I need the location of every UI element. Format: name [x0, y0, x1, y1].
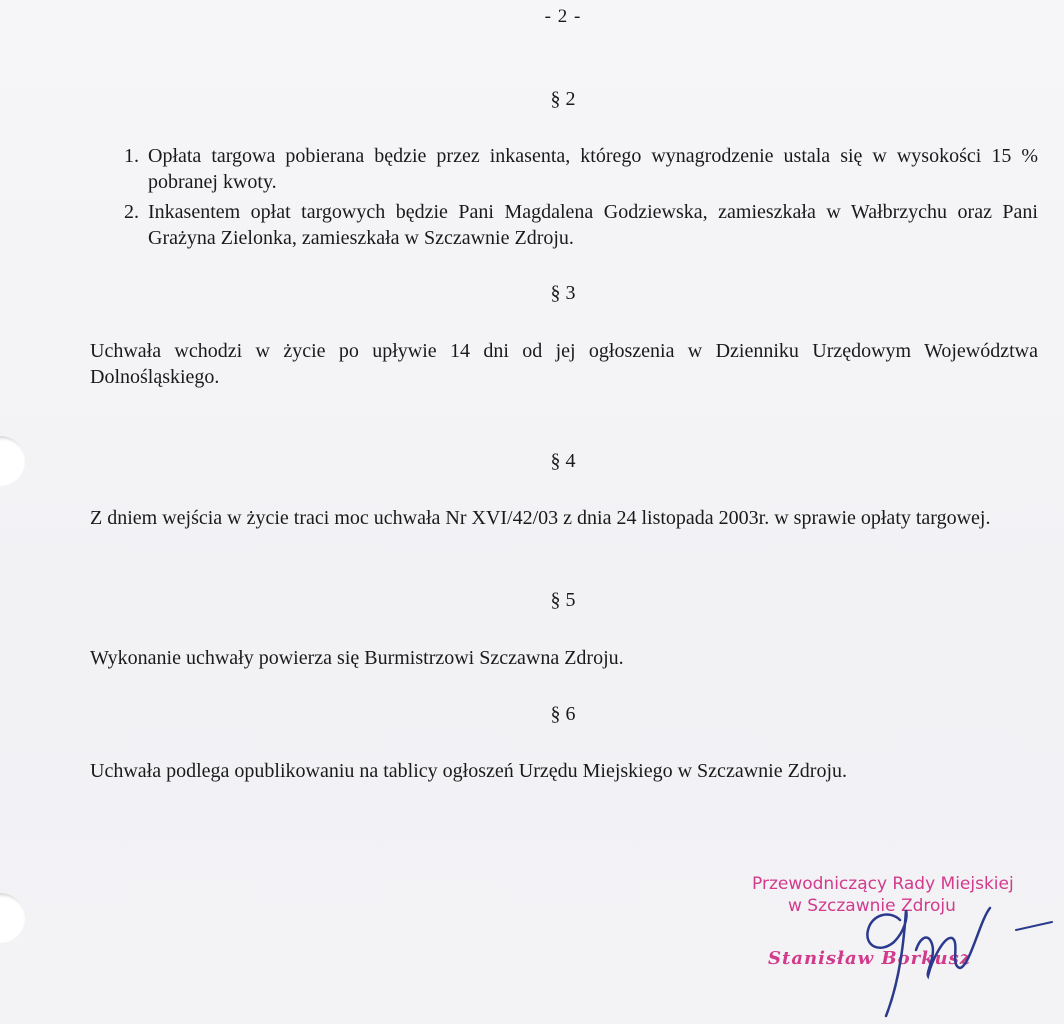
stamp-title: Przewodniczący Rady Miejskiej: [752, 874, 1014, 894]
section-6-heading: § 6: [550, 703, 576, 725]
section-5-heading: § 5: [550, 589, 576, 611]
section-4-text: Z dniem wejścia w życie traci moc uchwała Nr XVI/42/03 z dnia 24 listopada 2003r. w sprawie opłaty targowej.: [90, 507, 991, 529]
section-2-heading: § 2: [550, 88, 576, 110]
punch-hole: [0, 893, 25, 943]
section-3-text: Uchwała wchodzi w życie po upływie 14 dni od jej ogłoszenia w Dzienniku Urzędowym Województwa Dolnośląskiego.: [90, 340, 1038, 388]
section-3-heading: § 3: [550, 282, 576, 304]
list-text: Opłata targowa pobierana będzie przez inkasenta, którego wynagrodzenie ustala się w wysokości 15 % pobranej kwoty.: [148, 145, 1038, 193]
page-number: - 2 -: [544, 6, 582, 27]
list-number: 1.: [124, 145, 139, 167]
section-6-text: Uchwała podlega opublikowaniu na tablicy ogłoszeń Urzędu Miejskiego w Szczawnie Zdroju.: [90, 760, 848, 782]
stamp-location: w Szczawnie Zdroju: [788, 896, 956, 916]
section-5-text: Wykonanie uchwały powierza się Burmistrzowi Szczawna Zdroju.: [90, 647, 624, 669]
section-2-item-2: [124, 199, 1038, 251]
punch-hole: [0, 436, 25, 486]
handwritten-signature: [820, 880, 1060, 1024]
list-number: 2.: [124, 201, 139, 223]
section-4-heading: § 4: [550, 450, 576, 472]
list-text: Inkasentem opłat targowych będzie Pani Magdalena Godziewska, zamieszkała w Wałbrzychu oraz Pani Grażyna Zielonka, zamieszkała w Szczawnie Zdroju.: [148, 201, 1038, 249]
section-2-item-1: [124, 143, 1038, 195]
stamp-name: Stanisław Borkusz: [768, 948, 972, 969]
